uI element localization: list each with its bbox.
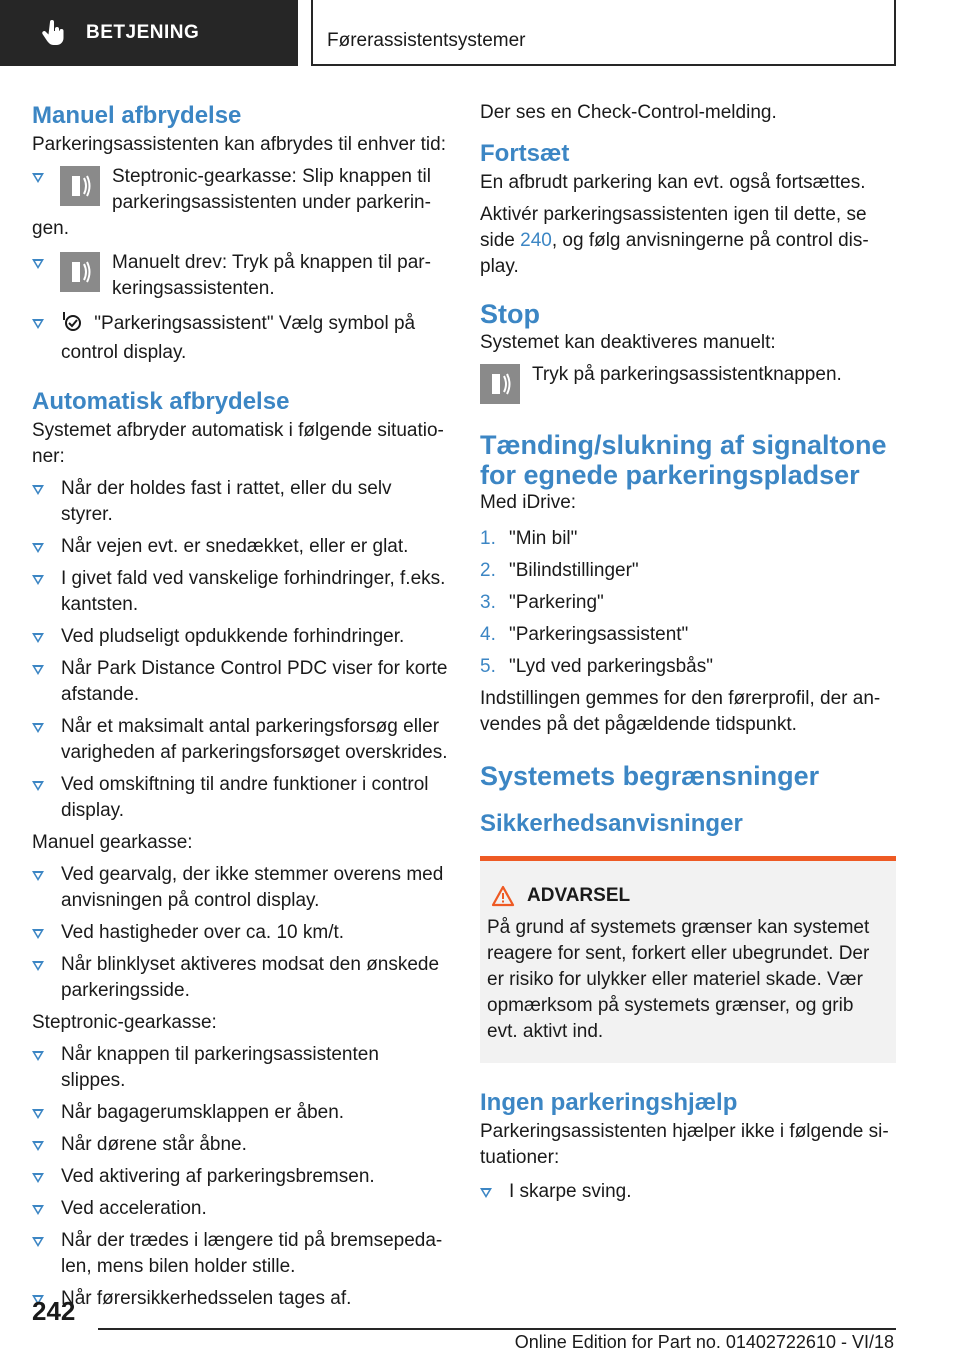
heading-continue: Fortsæt bbox=[480, 140, 570, 167]
steps-list bbox=[480, 526, 896, 680]
continue-p1: En afbrudt parkering kan evt. også fortsættes. bbox=[480, 172, 866, 193]
section-tab bbox=[0, 0, 298, 66]
right-column bbox=[480, 100, 896, 1211]
list-item: Ved hastigheder over ca. 10 km/t. bbox=[32, 920, 448, 946]
list-item: Når et maksimalt antal parkeringsforsøg eller varigheden af parkeringsforsøget overskrides. bbox=[32, 714, 448, 766]
bullet-triangle-icon bbox=[32, 319, 44, 329]
list-item: Manuelt drev: Tryk på knappen til parkeringsassistenten. bbox=[32, 250, 448, 302]
list-item: Ved gearvalg, der ikke stemmer overens med anvisningen på control display. bbox=[32, 862, 448, 914]
bullet-triangle-icon bbox=[32, 485, 44, 495]
bullet-triangle-icon bbox=[32, 543, 44, 553]
heading-manual-interrupt: Manuel afbrydelse bbox=[32, 102, 242, 129]
bullet-triangle-icon bbox=[32, 259, 44, 269]
list-item: Ved aktivering af parkeringsbremsen. bbox=[32, 1164, 448, 1190]
list-item: 5. "Lyd ved parkeringsbås" bbox=[480, 656, 713, 677]
park-assist-symbol-icon bbox=[61, 310, 83, 340]
heading-stop: Stop bbox=[480, 299, 540, 329]
chapter-tab bbox=[311, 0, 896, 66]
list-item: 2. "Bilindstillinger" bbox=[480, 560, 639, 581]
left-column bbox=[32, 100, 448, 1318]
list-item: Når Park Distance Control PDC viser for korte afstande. bbox=[32, 656, 448, 708]
list-item: 3. "Parkering" bbox=[480, 592, 604, 613]
heading-signal-tone: Tænding/slukning af signaltone for egnede parkeringspladser bbox=[480, 430, 887, 490]
park-assist-button-icon bbox=[480, 364, 520, 404]
bullet-triangle-icon bbox=[32, 173, 44, 183]
footer-divider bbox=[98, 1328, 896, 1330]
page-link[interactable]: 240 bbox=[520, 230, 552, 251]
bullet-triangle-icon bbox=[32, 633, 44, 643]
park-assist-button-icon bbox=[60, 166, 100, 206]
warning-text: På grund af systemets grænser kan systemet reagere for sent, forkert eller ubegrundet. Der er risiko for ulykker eller materiel skade. Vær opmærksom på systemets grænser, og grib evt. aktivt ind. bbox=[487, 917, 870, 1042]
no-help-intro: Parkeringsassistenten hjælper ikke i følgende situationer: bbox=[480, 1121, 889, 1168]
bullet-triangle-icon bbox=[32, 1173, 44, 1183]
chapter-title: Førerassistentsystemer bbox=[327, 30, 526, 51]
bullet-triangle-icon bbox=[32, 723, 44, 733]
bullet-triangle-icon bbox=[32, 1237, 44, 1247]
bullet-triangle-icon bbox=[32, 871, 44, 881]
list-item: Ved omskiftning til andre funktioner i control display. bbox=[32, 772, 448, 824]
list-item: I skarpe sving. bbox=[480, 1179, 896, 1205]
warning-box bbox=[480, 856, 896, 1063]
warning-triangle-icon bbox=[491, 885, 515, 907]
hand-pointer-icon bbox=[40, 20, 66, 46]
list-item: Når dørene står åbne. bbox=[32, 1132, 448, 1158]
auto-intro: Systemet afbryder automatisk i følgende situationer: bbox=[32, 420, 444, 467]
list-item: Når der trædes i længere tid på bremsepedalen, mens bilen holder stille. bbox=[32, 1228, 448, 1280]
park-assist-button-icon bbox=[60, 252, 100, 292]
list-item: Ved pludseligt opdukkende forhindringer. bbox=[32, 624, 448, 650]
heading-auto-interrupt: Automatisk afbrydelse bbox=[32, 388, 290, 415]
bullet-triangle-icon bbox=[32, 961, 44, 971]
list-item: Når der holdes fast i rattet, eller du selv styrer. bbox=[32, 476, 448, 528]
list-item: Når blinklyset aktiveres modsat den ønskede parkeringsside. bbox=[32, 952, 448, 1004]
list-item: Når bagagerumsklappen er åben. bbox=[32, 1100, 448, 1126]
heading-limits: Systemets begrænsninger bbox=[480, 761, 820, 791]
list-item: "Parkeringsassistent" Vælg symbol på control display. bbox=[32, 310, 448, 366]
check-control-text: Der ses en Check-Control-melding. bbox=[480, 102, 777, 123]
warning-title: ADVARSEL bbox=[487, 883, 889, 909]
bullet-triangle-icon bbox=[32, 665, 44, 675]
saved-text: Indstillingen gemmes for den førerprofil, der anvendes på det pågældende tidspunkt. bbox=[480, 688, 881, 735]
bullet-triangle-icon bbox=[32, 1109, 44, 1119]
edition-text: Online Edition for Part no. 01402722610 - VI/18 bbox=[514, 1332, 894, 1352]
list-item: Tryk på parkeringsassistentknappen. bbox=[480, 362, 896, 406]
bullet-triangle-icon bbox=[32, 1051, 44, 1061]
heading-safety: Sikkerhedsanvisninger bbox=[480, 810, 743, 837]
list-item: Når førersikkerhedsselen tages af. bbox=[32, 1286, 448, 1312]
list-item: I givet fald ved vanskelige forhindringer, f.eks. kantsten. bbox=[32, 566, 448, 618]
bullet-triangle-icon bbox=[480, 1188, 492, 1198]
list-item: Når vejen evt. er snedækket, eller er glat. bbox=[32, 534, 448, 560]
bullet-triangle-icon bbox=[32, 781, 44, 791]
stop-intro: Systemet kan deaktiveres manuelt: bbox=[480, 332, 776, 353]
list-item: 1. "Min bil" bbox=[480, 528, 578, 549]
continue-p2: Aktivér parkeringsassistenten igen til dette, se side 240, og følg anvisningerne på control display. bbox=[480, 204, 869, 277]
page-header bbox=[0, 0, 960, 66]
manual-gear-label: Manuel gearkasse: bbox=[32, 832, 193, 853]
list-item: Steptronic-gearkasse: Slip knappen til parkeringsassistenten under parkeringen. bbox=[32, 166, 431, 239]
idrive-label: Med iDrive: bbox=[480, 492, 577, 513]
list-item: 4. "Parkeringsassistent" bbox=[480, 624, 689, 645]
heading-no-help: Ingen parkeringshjælp bbox=[480, 1089, 738, 1116]
section-title: BETJENING bbox=[86, 22, 200, 43]
page-number: 242 bbox=[32, 1296, 76, 1326]
steptronic-label: Steptronic-gearkasse: bbox=[32, 1012, 217, 1033]
manual-intro: Parkeringsassistenten kan afbrydes til enhver tid: bbox=[32, 134, 446, 155]
list-item: Når knappen til parkeringsassistenten slippes. bbox=[32, 1042, 448, 1094]
bullet-triangle-icon bbox=[32, 1141, 44, 1151]
bullet-triangle-icon bbox=[32, 929, 44, 939]
list-item: Ved acceleration. bbox=[32, 1196, 448, 1222]
bullet-triangle-icon bbox=[32, 1205, 44, 1215]
bullet-triangle-icon bbox=[32, 575, 44, 585]
